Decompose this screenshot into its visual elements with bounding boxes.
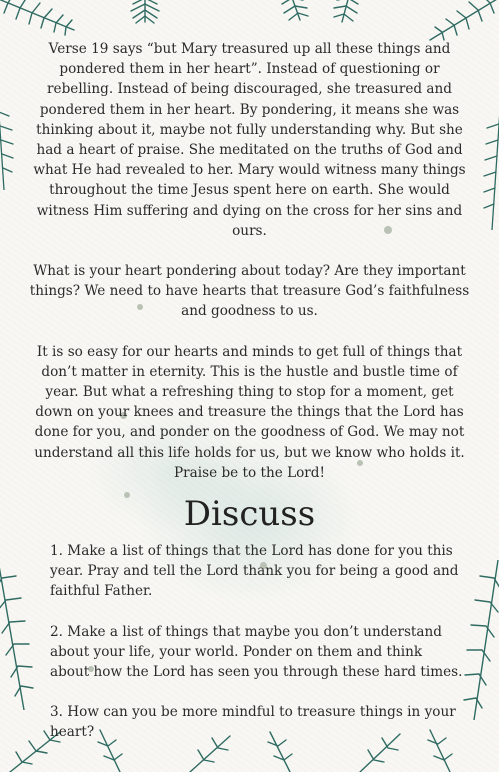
discussion-question: 2. Make a list of things that maybe you don’t understand about your life, your world. Ponder on them and think about how the Lord has seen you through these hard times.	[50, 623, 463, 681]
pine-branch-icon	[478, 110, 499, 230]
body-paragraph: What is your heart pondering about today? Are they important things? We need to have hearts that treasure God’s faithfulness and goodness to us.	[29, 263, 470, 320]
body-paragraph: Verse 19 says “but Mary treasured up all these things and pondered them in her heart”. Instead of questioning or rebelling. Instead of being discouraged, she treasured and pondered them in her heart. By pondering, it means she was thinking about it, maybe not fully understanding why. But she had a heart of praise. She meditated on the truths of God and what He had revealed to her. Mary would witness many things throughout the time Jesus spent here on earth. She would witness Him suffering and dying on the cross for her sins and ours.	[33, 41, 466, 239]
pine-branch-icon	[100, 0, 190, 32]
discussion-question: 1. Make a list of things that the Lord has done for you this year. Pray and tell the Lord thank you for being a good and faithful Father.	[50, 543, 459, 600]
pine-branch-icon	[0, 100, 24, 190]
discuss-heading: Discuss	[183, 494, 316, 535]
devotional-content	[28, 39, 471, 763]
body-paragraph: It is so easy for our hearts and minds to get full of things that don’t matter in eternity. This is the hustle and bustle time of year. But what a refreshing thing to stop for a moment, get down on your knees and treasure the things that the Lord has done for you, and ponder on the goodness of God. We may not understand all this life holds for us, but we know who holds it. Praise be to the Lord!	[34, 343, 465, 481]
discussion-question: 3. How can you be more mindful to treasure things in your heart?	[50, 704, 456, 741]
pine-branch-icon	[270, 0, 380, 32]
